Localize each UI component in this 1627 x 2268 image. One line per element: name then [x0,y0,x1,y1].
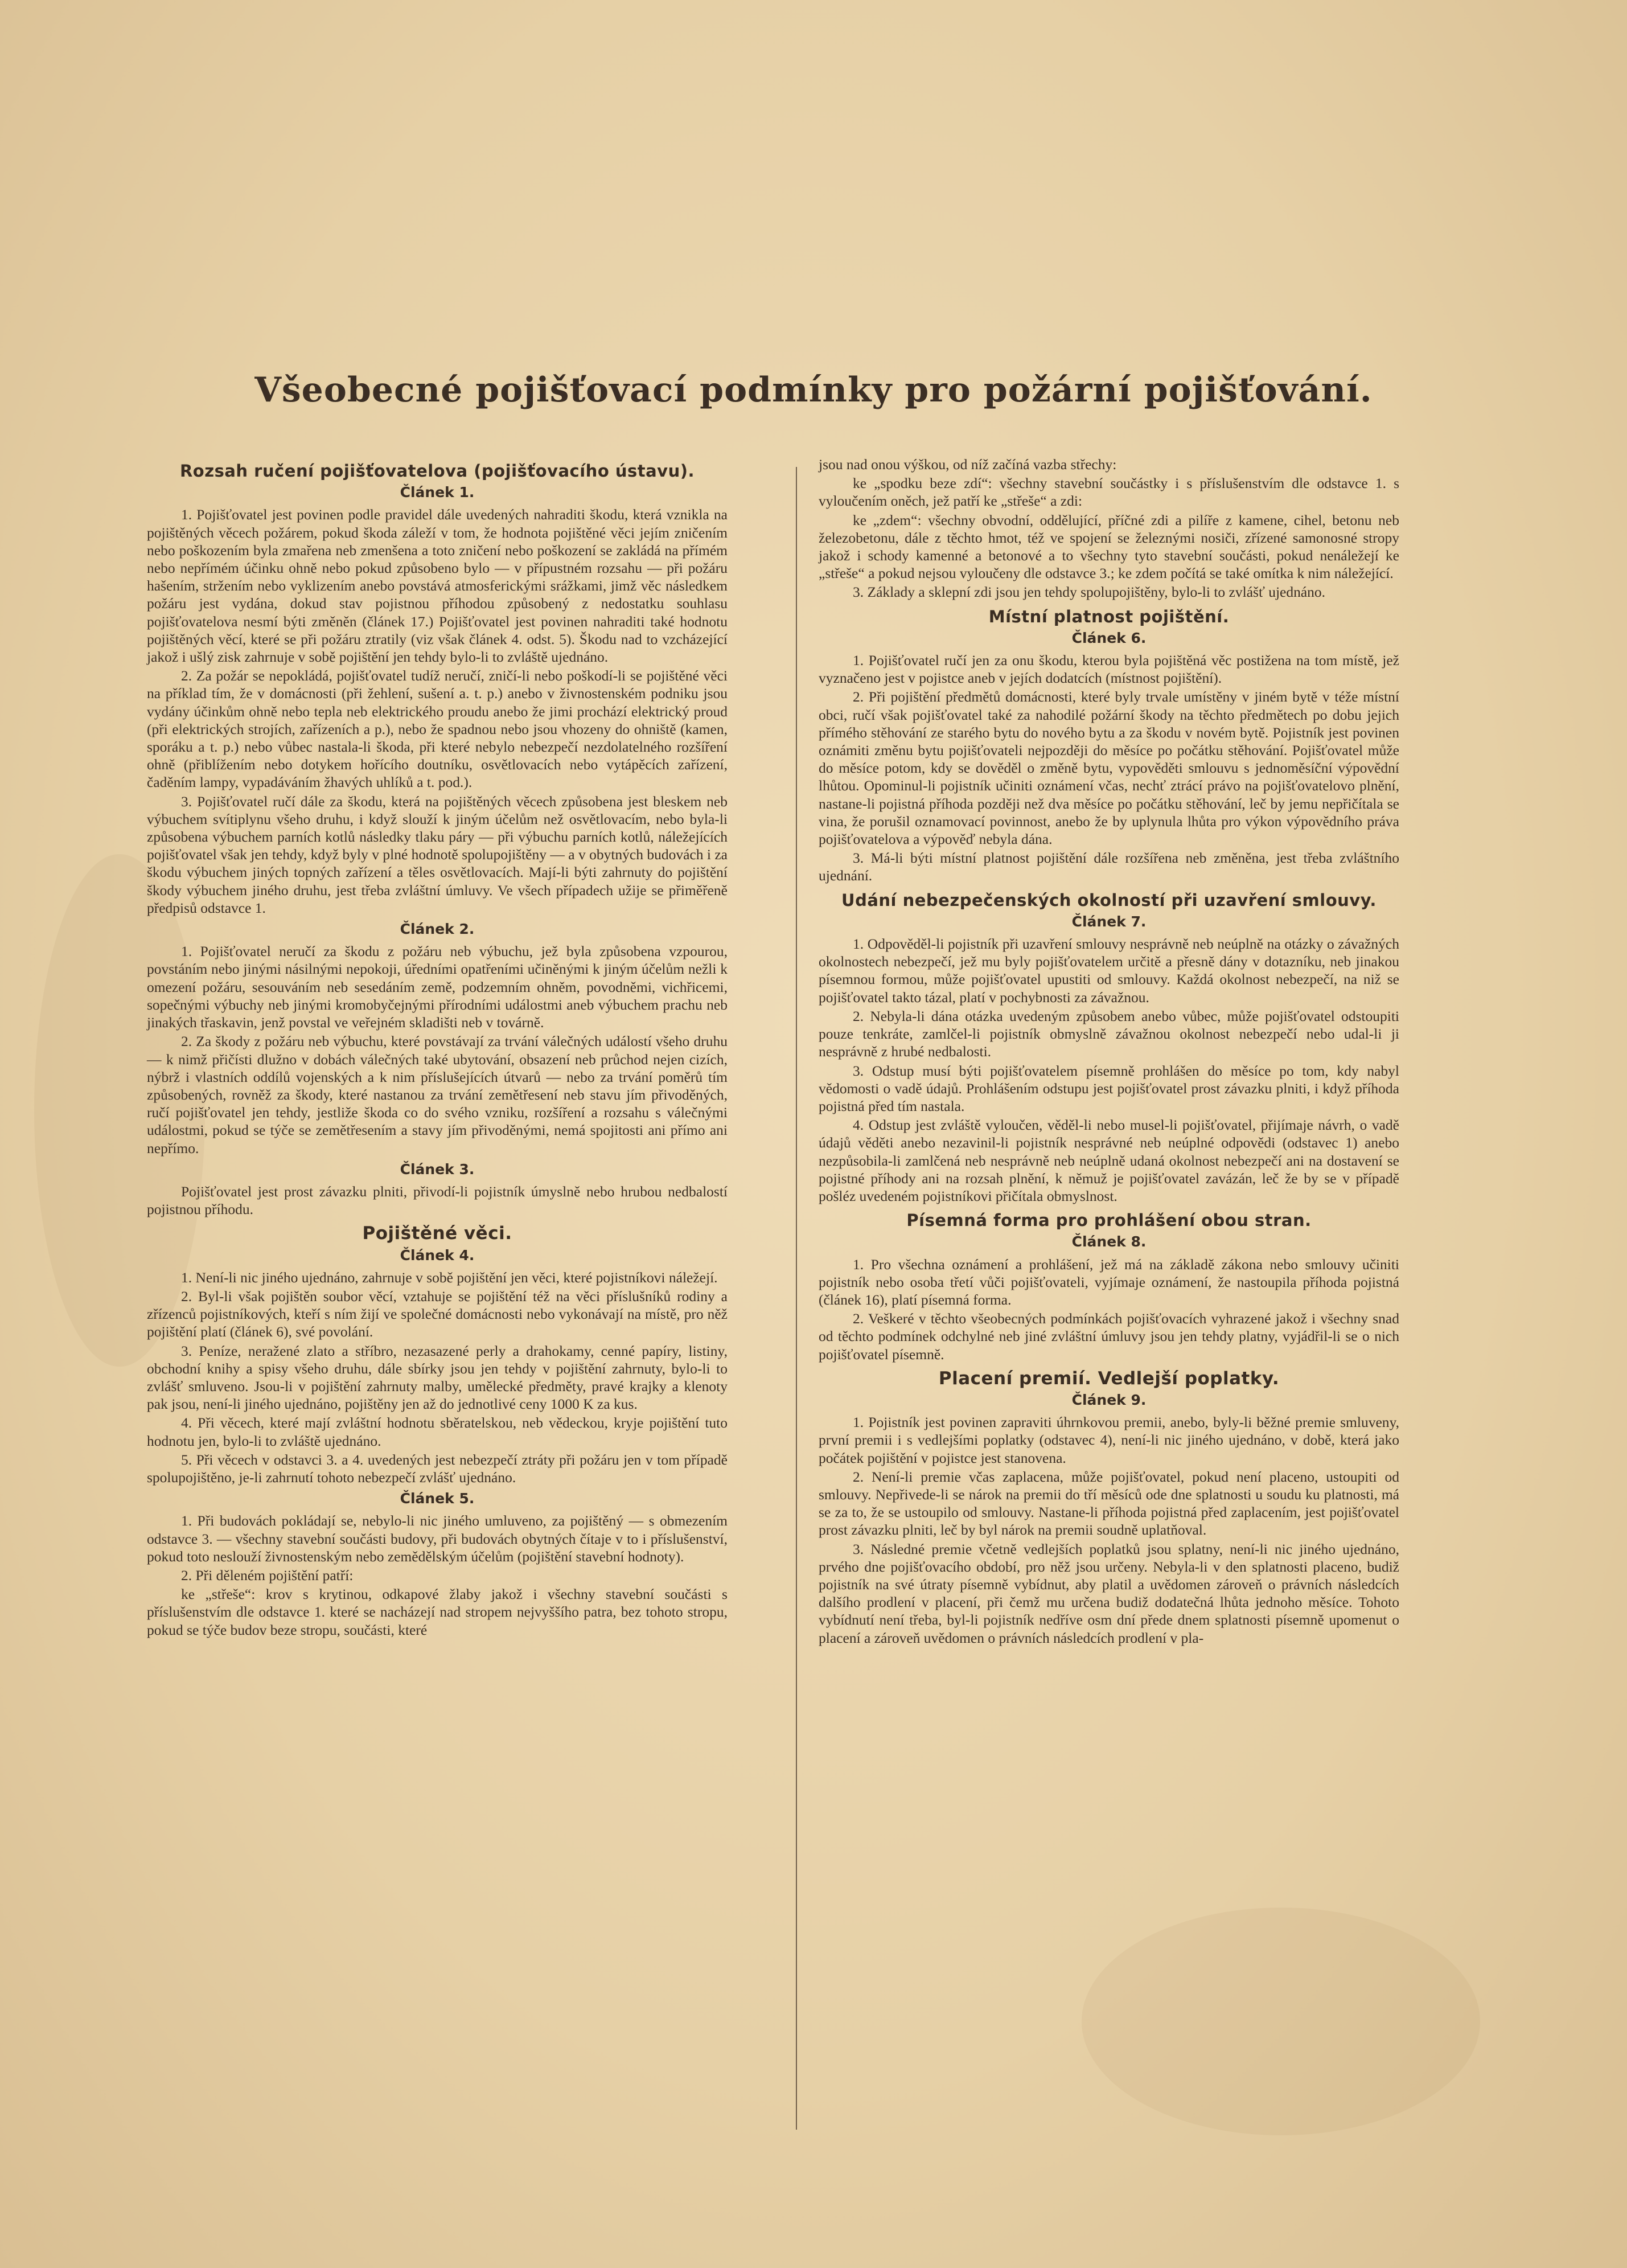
article-heading: Článek 9. [1071,1391,1147,1408]
paragraph: 2. Při děleném pojištění patří: [181,1566,354,1584]
paragraph: 1. Pojišťovatel jest povinen podle pravidel dále uvedených nahraditi škodu, která vznikla na pojištěných věcech požárem, pokud škoda záleží v tom, že hodnota pojištěné věci jejím zničením nebo poškozením byla zmařena neb zmenšena a toto zničení nebo poškození se zakládá na přímém nebo nepřímém účinku ohně nebo pokud způsobeno bylo — v přípustném rozsahu — při požáru hašením, stržením nebo vyklizením anebo povstává atmosferickými srážkami, jimž věc následkem požáru jest vydána, dokud stav pojistnou příhodou způsobený z nedostatku souhlasu pojišťovatelova nesmí býti změněn (článek 17.) Pojišťovatel jest povinen nahraditi také hodnotu pojištěných věcí, které se při požáru ztratily (viz však článek 4. odst. 5). Škodu nad to vzcházející jakož i ušlý zisk zahrnuje v sobě pojištění jen tehdy bylo-li to zvláště ujednáno. [147,506,728,666]
article-heading: Článek 1. [400,484,475,501]
paper-stain [1082,1908,1480,2135]
paragraph: ke „střeše“: krov s krytinou, odkapové žlaby jakož i všechny stavební součásti s příslušenstvím dle odstavce 1. které se nacházejí nad stropem nejvyššího patra, bez tohoto stropu, pokud se týče budov beze stropu, součásti, které [147,1586,728,1638]
left-column [147,456,728,1640]
paragraph: 2. Nebyla-li dána otázka uvedeným způsobem anebo vůbec, může pojišťovatel odstoupiti pouze tenkráte, zamlčel-li pojistník obmyslně závažnou okolnost nebezpečí nebo udal-li ji nesprávně z hrubé nedbalosti. [819,1007,1399,1060]
paragraph: 2. Není-li premie včas zaplacena, může pojišťovatel, pokud není placeno, ustoupiti od smlouvy. Nepřivede-li se nárok na premii do tří měsíců ode dne splatnosti u soudu ku platnosti, má se za to, že se ustoupilo od smlouvy. Nastane-li příhoda pojistná před zaplacením, jest pojišťovatel prost závazku plniti, leč by byl nárok na premii soudně uplatňoval. [819,1468,1399,1539]
article-heading: Článek 3. [400,1160,475,1178]
paragraph: 2. Při pojištění předmětů domácnosti, které byly trvale umístěny v jiném bytě v téže místní obci, ručí však pojišťovatel také za nahodilé požární škody na těchto předmětech po dobu jejich přímého stěhování ze starého bytu do nového bytu a za škodu v novém bytě. Pojistník jest povinen oznámiti změnu bytu pojišťovateli nejpozději do měsíce po počátku stěhování. Pojišťovatel může do měsíce potom, kdy se dověděl o změně bytu, vypověděti smlouvu s jednoměsíční výpovědní lhůtou. Opominul-li pojistník učiniti oznámení včas, nechť ztrácí právo na pojišťovatelovo plnění, nastane-li pojistná příhoda později než dva měsíce po počátku stěhování, leč by jemu nepřičítala se vina, že porušil oznamovací povinnost, anebo že by uplynula lhůta pro výkon výpovědního práva pojišťovatelova a výpověď nebyla dána. [819,688,1399,848]
paragraph: 2. Za požár se nepokládá, pojišťovatel tudíž neručí, zničí-li nebo poškodí-li se pojištěné věci na příklad tím, že v domácnosti (při žehlení, sušení a. t. p.) anebo v živnostenském podniku jsou vydány účinkům ohně nebo tepla neb elektrického proudu anebo že jimi prochází elektrický proud (při elektrických strojích, zařízeních a p.), nebo že spadnou nebo jsou vhozeny do ohniště (kamen, sporáku a t. p.) nebo vůbec nastala-li škoda, při které nebylo nebezpečí nezdolatelného rozšíření ohně (přiblížením nebo dotykem hořícího doutníku, osvětlovacích nebo vytápěcích zařízení, čaděním lampy, vypadáváním žhavých uhlíků a t. pod.). [147,667,728,791]
section-heading: Udání nebezpečenských okolností při uzavření smlouvy. [841,890,1377,910]
paragraph: ke „spodku beze zdí“: všechny stavební součástky i s příslušenstvím dle odstavce 1. s vyloučením oněch, jež patří ke „střeše“ a zdi: [819,475,1399,510]
paragraph: 1. Pojišťovatel neručí za škodu z požáru neb výbuchu, jež byla způsobena vzpourou, povstáním nebo jinými násilnými nepokoji, úředními opatřeními učiněnými k jiným účelům nežli k omezení požáru, sesouváním neb sesedáním země, podzemním ohněm, povodněmi, vichřicemi, sopečnými výbuchy neb jinými kromobyčejnými přírodními událostmi aneb výbuchem prachu neb jinakých třaskavin, jenž povstal ve veřejném skladišti neb v továrně. [147,943,728,1031]
paragraph: 3. Základy a sklepní zdi jsou jen tehdy spolupojištěny, bylo-li to zvlášť ujednáno. [853,584,1326,601]
paragraph: 1. Není-li nic jiného ujednáno, zahrnuje v sobě pojištění jen věci, které pojistníkovi náležejí. [181,1269,718,1286]
section-heading: Placení premií. Vedlejší poplatky. [938,1368,1280,1389]
paragraph: 3. Má-li býti místní platnost pojištění dále rozšířena neb změněna, jest třeba zvláštního ujednání. [819,850,1399,884]
paragraph: 3. Odstup musí býti pojišťovatelem písemně prohlášen do měsíce po tom, kdy nabyl vědomosti o vadě údajů. Prohlášením odstupu jest pojišťovatel prost závazku plniti, i když příhoda pojistná před tím nastala. [819,1062,1399,1114]
paragraph: ke „zdem“: všechny obvodní, oddělující, příčné zdi a pilíře z kamene, cihel, betonu neb železobetonu, dále z těchto hmot, též ve spojení se železnými nosiči, zřízené samonosné stropy jakož i schody kamenné a betonové a to všechny tyto stavební součásti, pokud nenáležejí ke „střeše“ a pokud nejsou vyloučeny dle odstavce 3.; ke zdem počítá se také omítka k nim náležející. [819,511,1399,582]
section-heading: Místní platnost pojištění. [988,606,1230,626]
paragraph: 1. Při budovách pokládají se, nebylo-li nic jiného umluveno, za pojištěný — s obmezením odstavce 3. — všechny stavební součásti budovy, při budovách obytných čítaje v to i příslušenství, pokud toto neslouží živnostenským nebo zemědělským účelům (pojištění stavební hodnoty). [147,1512,728,1565]
paragraph: 3. Peníze, neražené zlato a stříbro, nezasazené perly a drahokamy, cenné papíry, listiny, obchodní knihy a spisy všeho druhu, dále sbírky jsou jen tehdy v pojištění zahrnuty, bylo-li to zvlášť smluveno. Jsou-li v pojištění zahrnuty malby, umělecké předměty, pravé krajky a klenoty pak jsou, není-li jiného ujednáno, pojištěny jen až do jednotlivé ceny 1000 K za kus. [147,1342,728,1413]
paragraph: jsou nad onou výškou, od níž začíná vazba střechy: [819,456,1117,473]
article-heading: Článek 6. [1071,629,1147,646]
article-heading: Článek 7. [1071,913,1147,930]
article-heading: Článek 4. [400,1246,475,1264]
paragraph: 3. Pojišťovatel ručí dále za škodu, která na pojištěných věcech způsobena jest bleskem neb výbuchem svítiplynu všeho druhu, i když slouží k jiným účelům než osvětlovacím, nebo byla-li způsobena výbuchem parních kotlů následky tlaku páry — při výbuchu parních kotlů, náležejících pojišťovatel však jen tehdy, když byly v plné hodnotě spolupojištěny — a v obytných budovách i za škodu výbuchem jiných topných zařízení a těles osvětlovacích. Mají-li býti zahrnuty do pojištění škody výbuchem jiného druhu, jest třeba zvláštní úmluvy. Ve všech případech užije se přiměřeně předpisů odstavce 1. [147,793,728,916]
section-heading: Pojištěné věci. [362,1223,512,1244]
paragraph: 2. Byl-li však pojištěn soubor věcí, vztahuje se pojištění též na věci příslušníků rodiny a zřízenců pojistníkových, kteří s ním žijí ve společné domácnosti nebo vykonávají na místě, pro něž pojištění platí (článek 6), své povolání. [147,1287,728,1340]
paragraph: 4. Při věcech, které mají zvláštní hodnotu sběratelskou, neb vědeckou, kryje pojištění tuto hodnotu jen, bylo-li to zvláště ujednáno. [147,1414,728,1449]
paragraph: 2. Za škody z požáru neb výbuchu, které povstávají za trvání válečných událostí všeho druhu — k nimž přičísti dlužno v dobách válečných také ubytování, obsazení neb průchod nejen cizích, nýbrž i vlastních oddílů vojenských a k nim příslušejících útvarů — nebo za trvání poměrů tím způsobených, rovněž za škody, které nastanou za trvání zemětřesení neb stavu jím přivoděných, ručí pojišťovatel jen tehdy, jestliže škoda co do svého vzniku, rozšíření a rozsahu s válečnými událostmi, pokud se týče se zemětřesením a stavy jím přivoděnými, nemá spojitosti ani přímo ani nepřímo. [147,1033,728,1156]
right-column [819,456,1399,1648]
section-heading: Písemná forma pro prohlášení obou stran. [906,1211,1312,1231]
paragraph: Pojišťovatel jest prost závazku plniti, přivodí-li pojistník úmyslně nebo hrubou nedbalostí pojistnou příhodu. [147,1183,728,1218]
article-heading: Článek 5. [400,1490,475,1507]
paragraph: 1. Pojišťovatel ručí jen za onu škodu, kterou byla pojištěná věc postižena na tom místě, jež vyznačeno jest v pojistce aneb v jejích dodatcích (místnost pojištění). [819,652,1399,687]
article-heading: Článek 8. [1071,1233,1147,1250]
document-title: Všeobecné pojišťovací podmínky pro požární pojišťování. [254,370,1373,410]
column-divider [796,467,797,2130]
section-heading: Rozsah ručení pojišťovatelova (pojišťovacího ústavu). [179,461,695,481]
paragraph: 3. Následné premie včetně vedlejších poplatků jsou splatny, není-li nic jiného ujednáno, prvého dne pojišťovacího období, pro něž jsou určeny. Nebyla-li v den splatnosti placeno, budiž pojistník na své útraty písemně vybídnut, aby platil a uvědomen zároveň o právních následcích dalšího prodlení v placení, při čemž mu určena budiž dodatečná lhůta jednoho měsíce. Tohoto vybídnutí není třeba, byl-li pojistník nedříve osm dní přede dnem splatnosti písemně upomenut o placení a zároveň uvědomen o právních následcích prodlení v pla- [819,1540,1399,1646]
paragraph: 4. Odstup jest zvláště vyloučen, věděl-li nebo musel-li pojišťovatel, přijímaje návrh, o vadě údajů věděti anebo nezavinil-li pojistník nesprávné neb neúplné odpovědi (odstavec 1) anebo nezpůsobila-li zamlčená neb nesprávně neb neúplně udaná okolnost nebezpečí ani na dostavení se pojistné příhody ani na rozsah plnění, k němuž je pojišťovatel zavázán, leč že by se v případě pošléz uvedeném pojistníkovi přičítala obmyslnost. [819,1117,1399,1204]
article-heading: Článek 2. [400,921,475,938]
paragraph: 2. Veškeré v těchto všeobecných podmínkách pojišťovacích vyhrazené jakož i všechny snad od těchto podmínek odchylné neb jiné zvláštní úmluvy jsou jen tehdy platny, vyjádřil-li se o nich pojišťovatel písemně. [819,1310,1399,1363]
paragraph: 1. Pojistník jest povinen zapraviti úhrnkovou premii, anebo, byly-li běžné premie smluveny, první premii i s vedlejšími poplatky (odstavec 4), není-li nic jiného ujednáno, v době, která jako počátek pojištění v pojistce jest stanovena. [819,1414,1399,1466]
paragraph: 1. Odpověděl-li pojistník při uzavření smlouvy nesprávně neb neúplně na otázky o závažných okolnostech nebezpečí, jež mu byly pojišťovatelem určitě a přesně dány v dotazníku, neb jinakou písemnou formou, může pojišťovatel upustiti od smlouvy. Každá okolnost nebezpečí, na niž se pojišťovatel takto tázal, platí v pochybnosti za závažnou. [819,936,1399,1006]
paragraph: 1. Pro všechna oznámení a prohlášení, jež má na základě zákona nebo smlouvy učiniti pojistník nebo osoba třetí vůči pojišťovateli, vyjímaje oznámení, že nastoupila příhoda pojistná (článek 16), platí písemná forma. [819,1256,1399,1308]
paragraph: 5. Při věcech v odstavci 3. a 4. uvedených jest nebezpečí ztráty při požáru jen v tom případě spolupojištěno, je-li zahrnutí tohoto nebezpečí zvlášť ujednáno. [147,1451,728,1486]
